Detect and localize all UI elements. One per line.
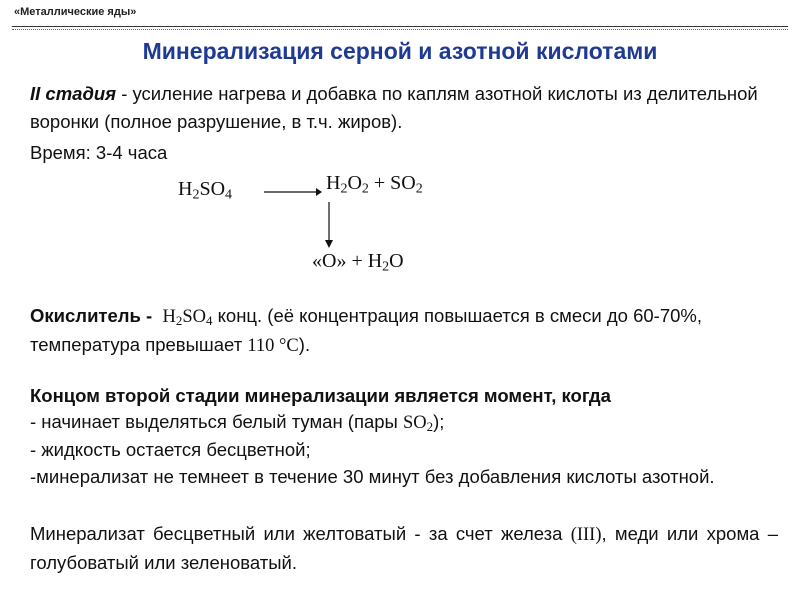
oxidizer-label: Окислитель - bbox=[30, 305, 153, 326]
end-stage-item-2: - жидкость остается бесцветной; bbox=[30, 439, 311, 460]
header-divider bbox=[12, 26, 788, 30]
end-stage-heading: Концом второй стадии минерализации является момент, когда bbox=[30, 385, 611, 406]
stage-time: Время: 3-4 часа bbox=[30, 142, 168, 163]
mineralizate-paragraph: Минерализат бесцветный или желтоватый - за счет железа (III), меди или хрома – голубоватый или зеленоватый. bbox=[30, 523, 778, 573]
slide-title: Минерализация серной и азотной кислотами bbox=[142, 38, 658, 64]
oxidizer-line-1: Окислитель - $H_2SO_4$ конц. (её концентрация повышается в смеси до 60-70%, bbox=[30, 305, 702, 329]
stage-text: - усиление нагрева и добавка по каплям азотной кислоты из делительной воронки (полное разрушение, в т.ч. жиров). bbox=[30, 83, 758, 132]
end-stage-item-3: -минерализат не темнеет в течение 30 минут без добавления кислоты азотной. bbox=[30, 466, 715, 487]
stage-paragraph bbox=[30, 80, 780, 136]
equation-left: $H_2SO_4$ bbox=[178, 178, 233, 203]
down-arrow-icon bbox=[322, 202, 336, 248]
header-label: «Металлические яды» bbox=[14, 6, 137, 18]
stage-label: II стадия bbox=[30, 83, 117, 104]
reaction-arrows bbox=[262, 180, 322, 240]
oxidizer-line-2: температура превышает 110 °С). bbox=[30, 334, 311, 356]
equation-right: $H_2O_2 + SO_2$ bbox=[326, 172, 423, 197]
oxidizer-formula: $H_2SO_4$ bbox=[162, 307, 213, 329]
end-stage-item-1: - начинает выделяться белый туман (пары $SO_2$); bbox=[30, 411, 445, 435]
equation-bottom: «O» + $H_2O$ bbox=[312, 250, 404, 275]
